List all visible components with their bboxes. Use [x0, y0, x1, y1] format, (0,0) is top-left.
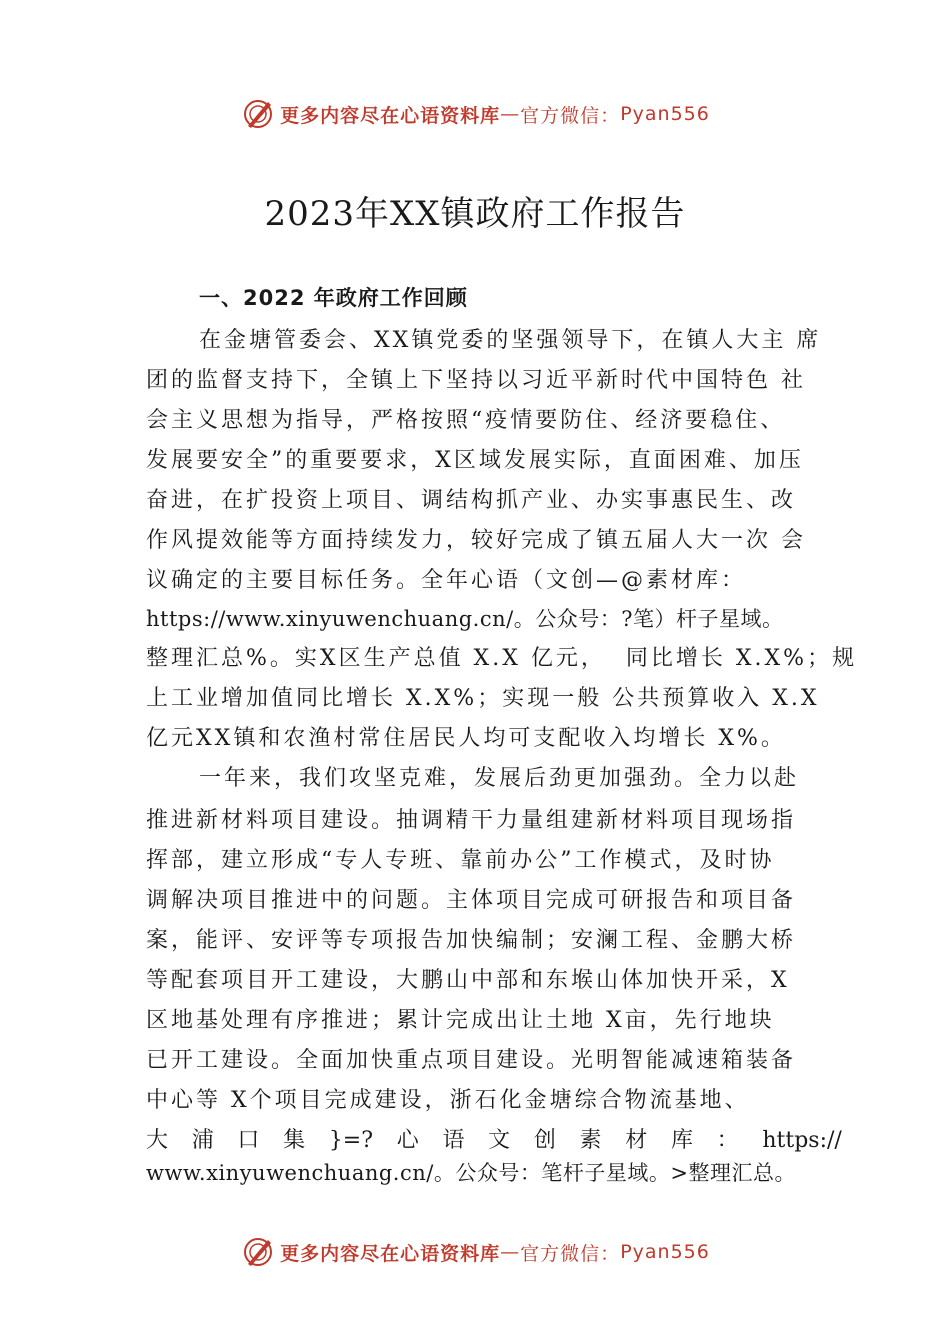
body-line: https://www.xinyuwenchuang.cn/。公众号：?笔）杆子星域。	[146, 607, 784, 631]
spread-char: ：	[716, 1128, 739, 1153]
body-line: 一年来，我们攻坚克难，发展后劲更加强劲。全力以赴	[199, 766, 800, 791]
body-line: 挥部，建立形成“专人专班、靠前办公”工作模式，及时协	[146, 848, 775, 873]
header-banner	[0, 94, 950, 134]
body-line: 推进新材料项目建设。抽调精干力量组建新材料项目现场指	[146, 808, 797, 833]
body-line: 亿元XX镇和农渔村常住居民人均可支配收入均增长 X%。	[146, 726, 786, 751]
pen-logo-icon	[240, 1234, 276, 1270]
body-line: 议确定的主要目标任务。全年心语（文创—@素材库：	[146, 568, 747, 593]
body-line: www.xinyuwenchuang.cn/。公众号：笔杆子星域。>整理汇总。	[146, 1161, 796, 1185]
body-line: 在金塘管委会、XX镇党委的坚强领导下，在镇人大主 席	[199, 328, 822, 353]
body-line: 调解决项目推进中的问题。主体项目完成可研报告和项目备	[146, 888, 797, 913]
body-line: 团的监督支持下，全镇上下坚持以习近平新时代中国特色 社	[146, 368, 806, 393]
spread-char: 口	[237, 1128, 260, 1153]
banner-lead-text: 更多内容尽在心语资料库	[280, 104, 501, 127]
spread-char: }=?	[328, 1128, 374, 1153]
spread-char: 集	[283, 1128, 306, 1153]
body-line: 已开工建设。全面加快重点项目建设。光明智能减速箱装备	[146, 1048, 797, 1073]
body-line: 作风提效能等方面持续发力，较好完成了镇五届人大一次 会	[146, 528, 806, 553]
banner-wechat-label: 官方微信：	[520, 1242, 621, 1265]
spread-char: 创	[533, 1128, 556, 1153]
footer-banner	[0, 1232, 950, 1272]
banner-wechat-id: Pyan556	[620, 1241, 710, 1263]
body-line: 发展要安全”的重要要求，X区域发展实际，直面困难、加压	[146, 448, 804, 473]
banner-wechat-id: Pyan556	[620, 103, 710, 125]
spread-char: 库	[670, 1128, 693, 1153]
document-title: 2023年XX镇政府工作报告	[264, 194, 686, 234]
banner-separator: —	[500, 1241, 521, 1263]
body-line: 等配套项目开工建设，大鹏山中部和东堠山体加快开采，X	[146, 968, 790, 993]
body-line: 案，能评、安评等专项报告加快编制；安澜工程、金鹏大桥	[146, 928, 797, 953]
body-line: 奋进，在扩投资上项目、调结构抓产业、办实事惠民生、改	[146, 488, 797, 513]
spread-char: 大	[146, 1128, 169, 1153]
spread-char: https://	[762, 1128, 842, 1153]
body-line: 上工业增加值同比增长 X.X%；实现一般 公共预算收入 X.X	[146, 686, 820, 711]
body-line: 会主义思想为指导，严格按照“疫情要防住、经济要稳住、	[146, 408, 786, 433]
pen-logo-icon	[240, 96, 276, 132]
banner-lead-text: 更多内容尽在心语资料库	[280, 1242, 501, 1265]
body-line: 整理汇总%。实X区生产总值 X.X 亿元， 同比增长 X.X%；规	[146, 646, 858, 671]
body-line: 中心等 X个项目完成建设，浙石化金塘综合物流基地、	[146, 1088, 750, 1113]
spread-char: 素	[579, 1128, 602, 1153]
spread-char: 心	[396, 1128, 419, 1153]
justified-body-line	[146, 1126, 842, 1156]
spread-char: 文	[488, 1128, 511, 1153]
section-heading: 一、2022 年政府工作回顾	[199, 286, 468, 310]
spread-char: 语	[442, 1128, 465, 1153]
spread-char: 材	[625, 1128, 648, 1153]
banner-wechat-label: 官方微信：	[520, 104, 621, 127]
body-line: 区地基处理有序推进；累计完成出让土地 X亩，先行地块	[146, 1008, 775, 1033]
spread-char: 浦	[191, 1128, 214, 1153]
banner-separator: —	[500, 103, 521, 125]
